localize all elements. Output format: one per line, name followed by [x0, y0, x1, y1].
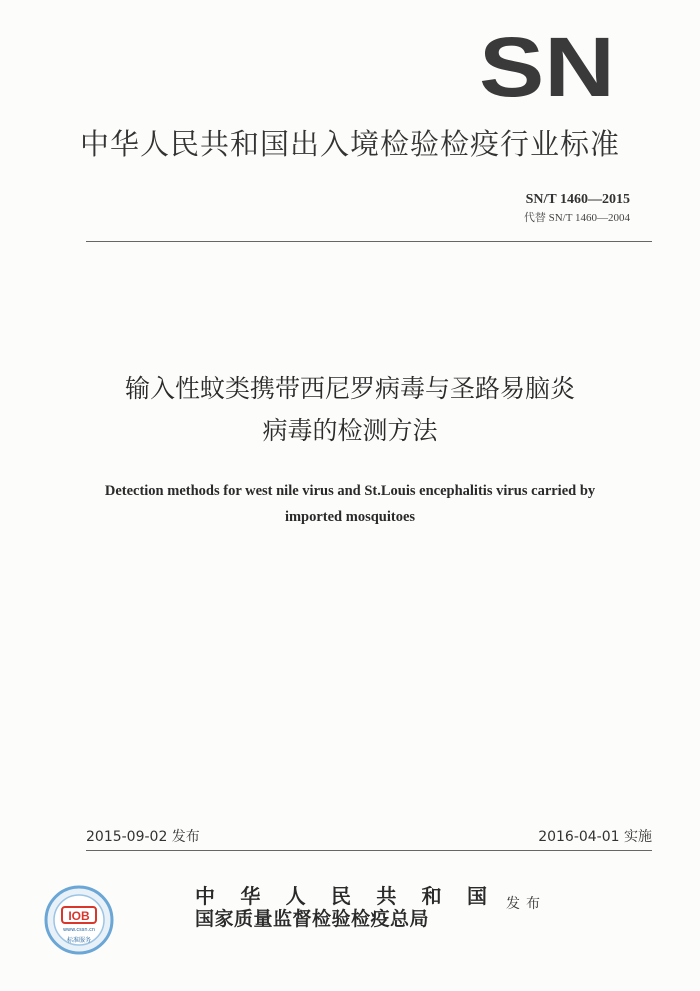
top-divider	[86, 241, 652, 242]
issuer-char: 华	[240, 884, 261, 908]
cssn-stamp	[44, 885, 114, 955]
stamp-sub-text: www.cssn.cn	[62, 927, 96, 933]
issuer-agency: 国家质量监督检验检疫总局	[195, 908, 430, 930]
issuer-char: 民	[330, 884, 351, 908]
title-english	[0, 478, 700, 530]
publish-label: 发布	[506, 896, 546, 912]
title-chinese-line2: 病毒的检测方法	[262, 416, 438, 445]
stamp-bottom-text: 标准服务	[66, 937, 92, 944]
sn-logo-text: SN	[479, 34, 615, 102]
issuer-char: 国	[466, 884, 487, 908]
issue-date: 2015-09-02 发布	[86, 829, 200, 845]
title-chinese-line1: 输入性蚊类携带西尼罗病毒与圣路易脑炎	[124, 374, 575, 403]
stamp-center-text: IOB	[68, 909, 90, 923]
implementation-date: 2016-04-01 实施	[538, 829, 652, 845]
title-english-line2: imported mosquitoes	[284, 509, 416, 525]
issuer-char: 中	[195, 884, 215, 908]
issuer-char: 和	[421, 884, 442, 908]
issuer-char: 共	[376, 884, 397, 908]
replaces-standard: 代替 SN/T 1460—2004	[523, 212, 630, 224]
stamp-icon	[44, 885, 114, 955]
sn-logo	[478, 34, 616, 102]
sn-logo-mark	[478, 34, 616, 102]
title-english-line1: Detection methods for west nile virus and St.Louis encephalitis virus carried by	[104, 483, 596, 499]
title-chinese	[0, 368, 700, 452]
issuer-char: 人	[285, 884, 306, 908]
bottom-divider	[86, 850, 652, 851]
standard-category: 中华人民共和国出入境检验检疫行业标准	[79, 127, 620, 161]
standard-code: SN/T 1460—2015	[525, 192, 630, 207]
